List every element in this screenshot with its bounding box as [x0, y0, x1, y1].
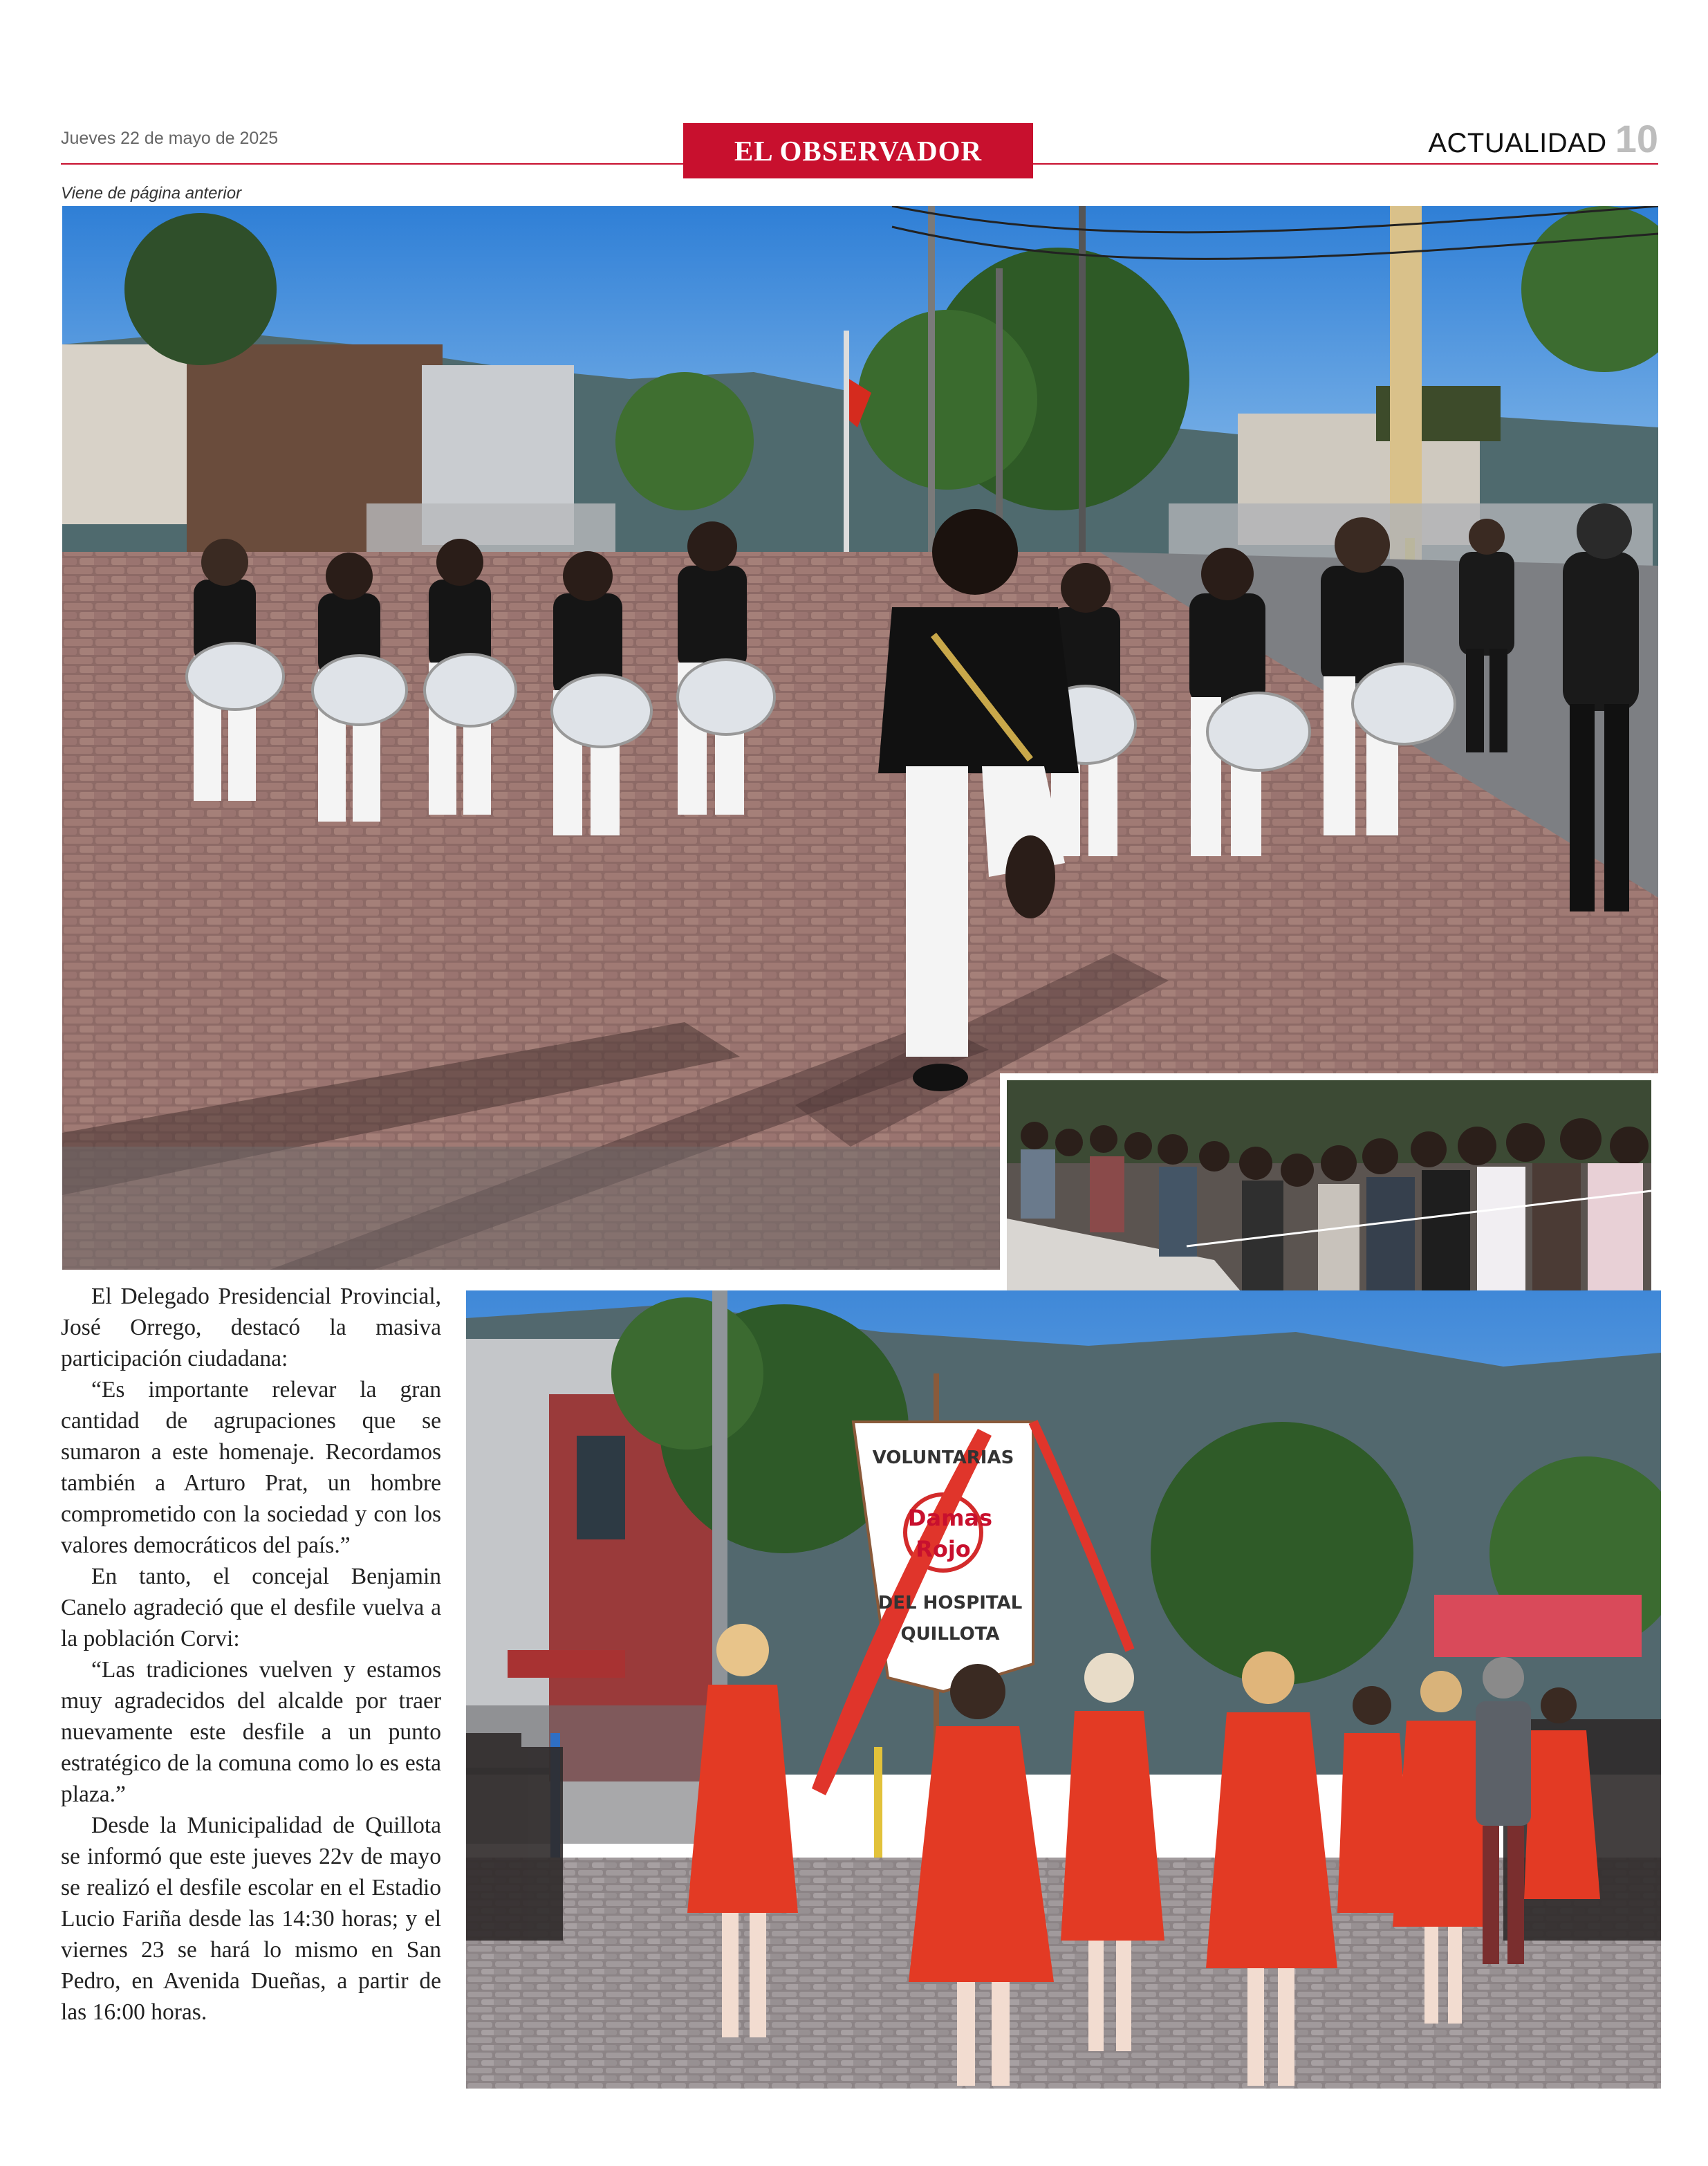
photo-damas-de-rojo: [466, 1290, 1661, 2089]
section-name: ACTUALIDAD: [1428, 128, 1607, 158]
banner-text-line3: Rojo: [916, 1536, 971, 1562]
section-heading: [1428, 116, 1658, 161]
issue-date: Jueves 22 de mayo de 2025: [61, 129, 279, 148]
continued-note: Viene de página anterior: [61, 184, 242, 203]
article-paragraph: El Delegado Presidencial Provincial, José Orrego, destacó la masiva participación ciudadana:: [61, 1284, 441, 1371]
banner-text-line2: Damas: [907, 1505, 993, 1531]
banner-text-line1: VOLUNTARIAS: [872, 1447, 1014, 1468]
article-paragraph: En tanto, el concejal Benjamin Canelo agradeció que el desfile vuelva a la población Corvi:: [61, 1564, 441, 1651]
volunteers-illustration: [466, 1290, 1661, 2089]
masthead-logo: EL OBSERVADOR: [683, 123, 1033, 178]
article-paragraph: “Es importante relevar la gran cantidad de agrupaciones que se sumaron a este homenaje. Recordamos también a Arturo Prat, un hombre comprometido con la sociedad y con los valores democráticos del país.”: [61, 1377, 441, 1558]
banner-text-line5: QUILLOTA: [900, 1624, 1000, 1645]
banner-text-line4: DEL HOSPITAL: [878, 1593, 1023, 1613]
article-paragraph: Desde la Municipalidad de Quillota se informó que este jueves 22v de mayo se realizó el desfile escolar en el Estadio Lucio Fariña desde las 14:30 horas; y el viernes 23 se hará lo mismo en San Pedro, en Avenida Dueñas, a partir de las 16:00 horas.: [61, 1813, 441, 2025]
page-number: 10: [1615, 117, 1658, 160]
article-paragraph: “Las tradiciones vuelven y estamos muy agradecidos del alcalde por traer nuevamente este desfile a un punto estratégico de la comuna como lo es esta plaza.”: [61, 1657, 441, 1807]
article-body: [61, 1281, 441, 2028]
